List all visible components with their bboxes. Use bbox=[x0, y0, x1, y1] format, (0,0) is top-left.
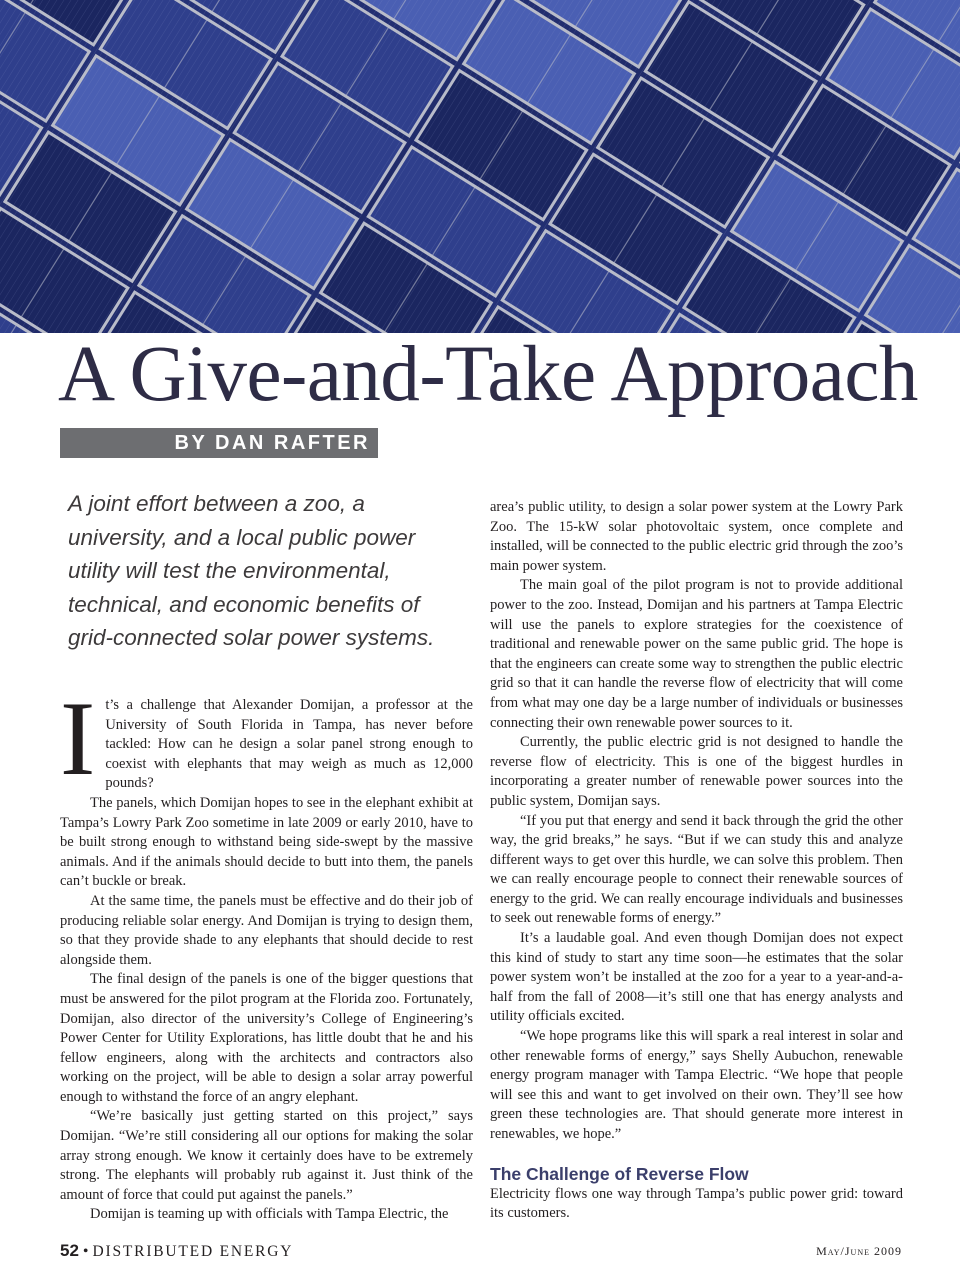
page-number: 52 bbox=[60, 1241, 79, 1260]
paragraph: “We’re basically just getting started on this project,” says Domijan. “We’re still considering all our options for making the solar array strong enough. We know it certainly does have to be extremely strong. The elephants will probably rub against it. Just think of the amount of force that could put against the panels.” bbox=[60, 1108, 473, 1203]
paragraph: area’s public utility, to design a solar power system at the Lowry Park Zoo. The 15-kW solar photovoltaic system, once complete and installed, will be connected to the public electric grid through the zoo’s main power system. bbox=[490, 499, 903, 574]
article-title: A Give-and-Take Approach bbox=[58, 331, 918, 418]
paragraph: The panels, which Domijan hopes to see in the elephant exhibit at Tampa’s Lowry Park Zoo sometime in late 2009 or early 2010, have to be built strong enough to withstand being side-swept by the massive animals. And if the animals should decide to butt into them, the panels can’t buckle or break. bbox=[60, 794, 473, 890]
paragraph: Currently, the public electric grid is not designed to handle the reverse flow of electricity. This is one of the biggest hurdles in incorporating a greater number of renewable power sources into the public system, Domijan says. bbox=[490, 734, 903, 809]
footer-folio bbox=[60, 1240, 293, 1263]
paragraph: The final design of the panels is one of the bigger questions that must be answered for the pilot program at the Florida zoo. Fortunately, Domijan, also director of the university’s College of Engineering’s Power Center for Utility Explorations, has little doubt that he and his fellow engineers, along with the architects and contractors also working on the project, will be able to design a solar array powerful enough to withstand the force of an angry elephant. bbox=[60, 971, 473, 1105]
article-deck: A joint effort between a zoo, a university, and a local public power utility will test the environmental, technical, and economic benefits of grid-connected solar power systems. bbox=[68, 491, 435, 650]
paragraph: Electricity flows one way through Tampa’s public power grid: toward its customers. bbox=[490, 1185, 903, 1222]
paragraph: Domijan is teaming up with officials with Tampa Electric, the bbox=[90, 1206, 449, 1223]
drop-cap: I bbox=[60, 680, 96, 797]
paragraph: “If you put that energy and send it back through the grid the other way, the grid breaks,” he says. “But if we can study this and analyze different ways to get over this hurdle, we can solve this problem. Then we can really encourage people to connect their renewable sources of energy to the grid. We can really encourage individuals and businesses to seek out renewable forms of energy.” bbox=[490, 812, 903, 927]
paragraph: It’s a laudable goal. And even though Domijan does not expect this kind of study to start any time soon—he estimates that the solar power system won’t be installed at the zoo for a year to a year-and-a-half from the fall of 2008—it’s still one that has energy analysts and utility officials excited. bbox=[490, 930, 903, 1025]
paragraph: At the same time, the panels must be effective and do their job of producing reliable solar energy. And Domijan is trying to design them, so that they provide shade to any elephants that should decide to rest alongside them. bbox=[60, 892, 473, 968]
paragraph: “We hope programs like this will spark a real interest in solar and other renewable forms of energy,” says Shelly Aubuchon, renewable energy program manager with Tampa Electric. “We hope that people will see this and want to get involved on their own. They’ll see how green these technologies are. That should generate more interest in renewables, we hope.” bbox=[490, 1028, 903, 1142]
byline-bar bbox=[60, 428, 378, 458]
left-column bbox=[60, 680, 473, 1225]
issue-date: May/June 2009 bbox=[816, 1244, 902, 1258]
solar-panel-photo bbox=[0, 0, 960, 333]
right-column bbox=[490, 498, 903, 1224]
paragraph-text: t’s a challenge that Alexander Domijan, a professor at the University of South Florida in Tampa, has never before tackled: How can he design a solar panel strong enough to coexist with elephants that may weigh as much as 12,000 pounds? bbox=[105, 697, 473, 792]
paragraph: The main goal of the pilot program is not to provide additional power to the zoo. Instead, Domijan and his partners at Tampa Electric will use the panels to explore strategies for the coexistence of traditional and renewable power on the same public grid. The hope is that the engineers can create some way to strengthen the public electric grid so that it can handle the reverse flow of electricity that will come from what may one day be a large number of individuals or businesses connecting their own renewable power sources to it. bbox=[490, 577, 903, 731]
byline-text: BY DAN RAFTER bbox=[174, 432, 370, 454]
section-subhead: The Challenge of Reverse Flow bbox=[490, 1163, 749, 1184]
folio-separator: • bbox=[82, 1243, 89, 1260]
paragraph bbox=[60, 680, 473, 797]
publication-name: DISTRIBUTED ENERGY bbox=[92, 1243, 294, 1260]
